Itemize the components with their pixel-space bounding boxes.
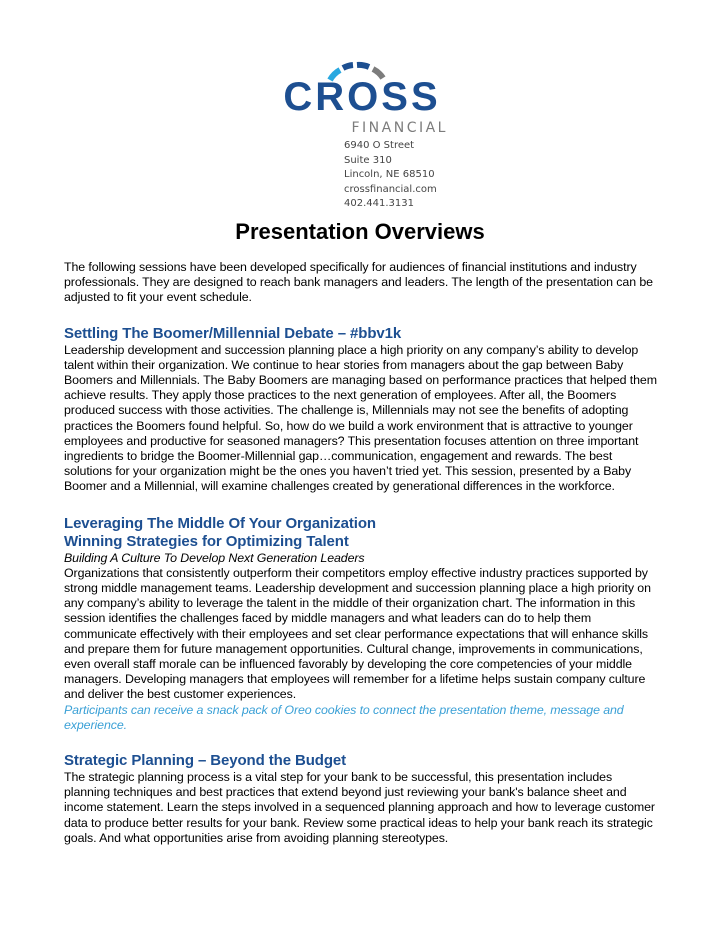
address-website: crossfinancial.com	[344, 183, 437, 195]
section-title: Leveraging The Middle Of Your Organization	[64, 514, 376, 532]
cross-financial-logo	[262, 58, 462, 138]
logo-brand-name: CROSS	[283, 75, 441, 119]
section-boomer-millennial	[64, 325, 659, 495]
section-note: Participants can receive a snack pack of Oreo cookies to connect the presentation theme, message and experience.	[64, 702, 624, 732]
intro-paragraph: The following sessions have been developed specifically for audiences of financial institutions and industry professionals. They are designed to reach bank managers and leaders. The length of the presentation can be adjusted to fit your event schedule.	[64, 260, 653, 305]
content	[64, 260, 659, 846]
address-street: 6940 O Street	[344, 140, 415, 151]
section-middle-organization	[64, 515, 659, 733]
section-title-2: Winning Strategies for Optimizing Talent	[64, 532, 349, 550]
address-suite: Suite 310	[344, 154, 392, 166]
address-city: Lincoln, NE 68510	[344, 169, 435, 180]
section-body: Organizations that consistently outperform their competitors employ effective industry practices supported by strong middle management teams. Leadership development and succession planning place a high priority on any company’s ability to leverage the talent in the middle of their organization chart. The information in this session identifies the challenges faced by middle managers and what leaders can do to help them communicate effectively with their employees and set clear performance expectations that will enhance skills and prepare them for future management opportunities. Cultural change, improvements in communications, even overall staff morale can be influenced favorably by developing the core competencies of your middle managers. Developing managers that employees will remember for a lifetime helps sustain company culture and deliver the best customer experiences.	[64, 565, 651, 702]
section-strategic-planning	[64, 752, 659, 846]
section-title: Settling The Boomer/Millennial Debate – #bbv1k	[64, 324, 402, 342]
section-body: The strategic planning process is a vital step for your bank to be successful, this presentation includes planning techniques and best practices that extend beyond just reviewing your bank's balance sheet and income statement. Learn the steps involved in a sequenced planning approach and how to leverage customer data to produce better results for your bank. Review some practical ideas to help your bank reach its strategic goals. And what opportunities arise from avoiding planning stereotypes.	[64, 770, 655, 845]
address-block	[344, 139, 437, 212]
section-body: Leadership development and succession planning place a high priority on any company’s ability to develop talent within their organization. We continue to hear stories from managers about the gap between Baby Boomers and Millennials. The Baby Boomers are managing based on performance practices that helped them achieve results. They apply those practices to the next generation of employees. After all, the Boomers produced success with those activities. The challenge is, Millennials may not see the benefits of adopting practices the Boomers found helpful. So, how do we build a work environment that is attractive to younger employees and productive for seasoned managers? This presentation focuses attention on three important ingredients to bridge the Boomer-Millennial gap…communication, engagement and rewards. The best solutions for your organization might be the ones you haven’t tried yet. This session, presented by a Baby Boomer and a Millennial, will examine challenges created by generational differences in the workforce.	[64, 342, 657, 494]
page-title: Presentation Overviews	[235, 219, 485, 244]
section-title: Strategic Planning – Beyond the Budget	[64, 752, 347, 770]
address-phone: 402.441.3131	[344, 198, 414, 209]
section-subtitle: Building A Culture To Develop Next Generation Leaders	[64, 550, 365, 565]
logo-brand-sub: FINANCIAL	[351, 120, 448, 136]
